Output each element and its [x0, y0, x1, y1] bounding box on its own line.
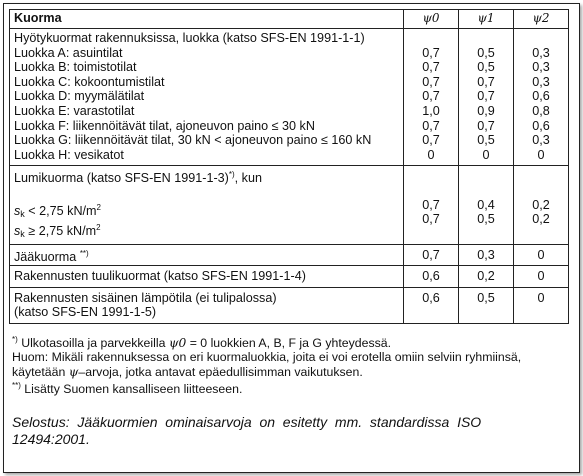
snow-title-text: Lumikuorma (katso SFS-EN 1991-1-3) [14, 171, 229, 186]
cell-value: 0,7 [477, 74, 495, 89]
snow-labels [10, 166, 404, 244]
selostus-line2: 12494:2001. [12, 431, 90, 447]
cell-value: 0,2 [459, 265, 514, 287]
ice-label [10, 244, 404, 265]
header-psi2: ψ2 [514, 10, 569, 29]
temperature-label-line2: (katso SFS-EN 1991-1-5) [14, 305, 157, 320]
cell-value: 0 [427, 147, 435, 162]
snow-load-group [10, 166, 569, 244]
exponent: 2 [96, 223, 101, 233]
table-header-row [10, 10, 569, 29]
cell-value: 0,7 [477, 118, 495, 133]
symbol-s: s [14, 224, 21, 239]
selostus-line1: Selostus: Jääkuormien ominaisarvoja on esitetty mm. standardissa ISO [12, 414, 482, 430]
cell-value: 0,3 [532, 133, 550, 148]
cell-value: 1,0 [422, 103, 440, 118]
note-text-a: käytetään [12, 364, 69, 379]
footnote-1-text-b: = 0 luokkien A, B, F ja G yhteydessä. [186, 336, 392, 350]
imposed-loads-group [10, 29, 569, 166]
footnotes [12, 333, 568, 396]
psi-symbol: ψ [68, 364, 79, 379]
cell-value: 0,5 [477, 133, 495, 148]
row-label-g: Luokka G: liikennöitävät tilat, 30 kN < ajoneuvon paino ≤ 160 kN [14, 133, 372, 148]
snow-row-label-low [14, 201, 399, 222]
temperature-label-line1: Rakennusten sisäinen lämpötila (ei tulipalossa) [14, 290, 277, 305]
cell-value: 0,7 [422, 89, 440, 104]
row-label-a: Luokka A: asuintilat [14, 45, 123, 60]
cell-value: 0,7 [477, 89, 495, 104]
snow-psi2-values [514, 166, 569, 244]
temperature-label [10, 287, 404, 323]
cell-value: 0 [514, 287, 569, 323]
note-huom: Huom: Mikäli rakennuksessa on eri kuormaluokkia, joita ei voi erotella omiin selviin ryhmiinsä, [12, 350, 522, 365]
snow-title-tail: , kun [234, 171, 262, 186]
cell-value: 0,6 [532, 89, 550, 104]
imposed-psi1-values [459, 29, 514, 166]
imposed-labels [10, 29, 404, 166]
snow-title [14, 168, 399, 186]
symbol-s: s [14, 203, 21, 218]
cell-value: 0 [514, 244, 569, 265]
cell-value: 0,8 [532, 103, 550, 118]
cell-value: 0,4 [477, 197, 495, 212]
cell-value: 0,7 [422, 74, 440, 89]
footnote-2 [12, 379, 568, 396]
row-label-d: Luokka D: myymälätilat [14, 89, 145, 104]
cell-value: 0,3 [459, 244, 514, 265]
imposed-title: Hyötykuormat rakennuksissa, luokka (katso SFS-EN 1991-1-1) [14, 31, 365, 45]
footnote-1 [12, 333, 568, 350]
cell-value: 0,5 [459, 287, 514, 323]
cell-value: 0,7 [422, 212, 440, 227]
cell-value: 0,2 [532, 212, 550, 227]
row-label-b: Luokka B: toimistotilat [14, 60, 137, 75]
header-psi0: ψ0 [404, 10, 459, 29]
cell-value: 0,7 [422, 45, 440, 60]
cell-value: 0,9 [477, 103, 495, 118]
temperature-row [10, 287, 569, 323]
snow-condition: < 2,75 kN/m [24, 203, 97, 218]
footnote-1-text-a: Ulkotasoilla ja parvekkeilla [17, 336, 169, 350]
subscript-k: k [20, 229, 25, 240]
selostus-paragraph [12, 414, 568, 448]
cell-value: 0,2 [532, 197, 550, 212]
cell-value: 0,7 [422, 133, 440, 148]
snow-psi1-values [459, 166, 514, 244]
subscript-k: k [20, 208, 25, 219]
row-label-e: Luokka E: varastotilat [14, 103, 135, 118]
footnote-mark: **) [12, 380, 21, 390]
exponent: 2 [96, 202, 101, 212]
cell-value: 0,7 [422, 60, 440, 75]
note-text-b: –arvoja, jotka antavat epäedullisimman vaikutuksen. [78, 364, 363, 379]
wind-label: Rakennusten tuulikuormat (katso SFS-EN 1991-1-4) [10, 265, 404, 287]
cell-value: 0,7 [422, 118, 440, 133]
footnote-mark: *) [228, 170, 235, 180]
header-kuorma: Kuorma [10, 10, 404, 29]
header-psi1: ψ1 [459, 10, 514, 29]
ice-load-row [10, 244, 569, 265]
footnote-mark: **) [79, 248, 89, 258]
cell-value: 0,6 [532, 118, 550, 133]
ice-label-text: Jääkuorma [14, 249, 77, 264]
snow-psi0-values [404, 166, 459, 244]
note-huom-cont [12, 365, 568, 379]
imposed-psi0-values [404, 29, 459, 166]
cell-value: 0,3 [532, 45, 550, 60]
row-label-f: Luokka F: liikennöitävät tilat, ajoneuvon paino ≤ 30 kN [14, 118, 315, 133]
footnote-2-text: Lisätty Suomen kansalliseen liitteeseen. [20, 381, 243, 396]
cell-value: 0,5 [477, 45, 495, 60]
cell-value: 0 [482, 147, 490, 162]
footnote-mark: *) [12, 335, 18, 344]
snow-condition: ≥ 2,75 kN/m [24, 224, 97, 239]
snow-row-label-high [14, 221, 399, 242]
cell-value: 0,6 [404, 287, 459, 323]
cell-value: 0,7 [422, 197, 440, 212]
wind-load-row [10, 265, 569, 287]
cell-value: 0 [537, 147, 545, 162]
cell-value: 0,5 [477, 212, 495, 227]
psi-symbol: ψ0 [168, 336, 187, 350]
cell-value: 0,3 [532, 74, 550, 89]
cell-value: 0,6 [404, 265, 459, 287]
row-label-h: Luokka H: vesikatot [14, 147, 124, 162]
cell-value: 0,7 [404, 244, 459, 265]
cell-value: 0,3 [532, 60, 550, 75]
row-label-c: Luokka C: kokoontumistilat [14, 74, 165, 89]
load-factor-table [9, 9, 569, 324]
cell-value: 0,5 [477, 60, 495, 75]
imposed-psi2-values [514, 29, 569, 166]
cell-value: 0 [514, 265, 569, 287]
